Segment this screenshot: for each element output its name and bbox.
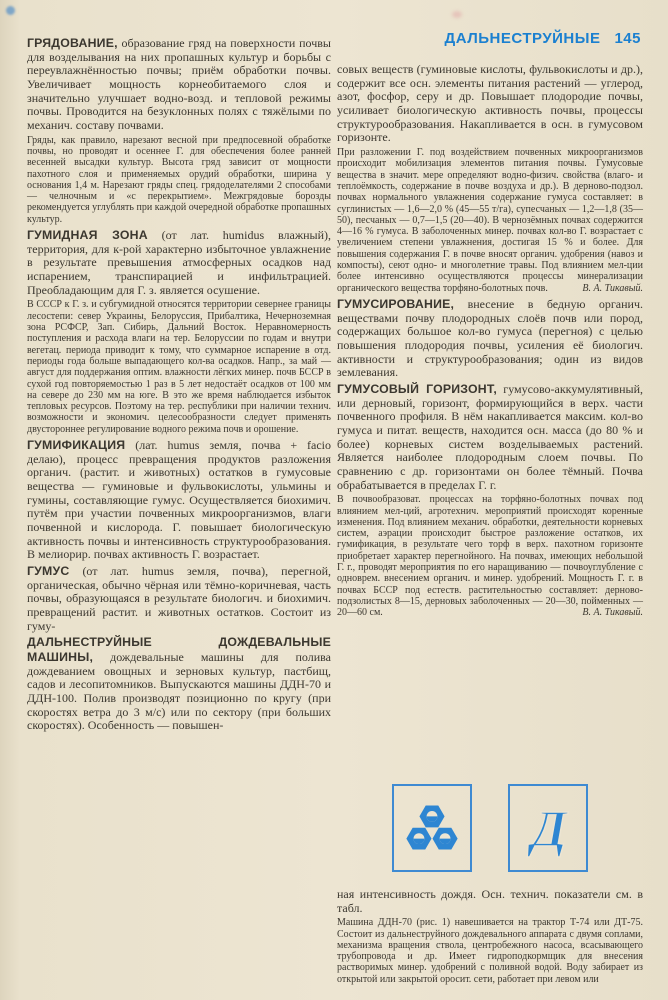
running-head-word: ДАЛЬНЕСТРУЙНЫЕ bbox=[444, 30, 601, 47]
headword-gumusovyj-gorizont: ГУМУСОВЫЙ ГОРИЗОНТ, bbox=[337, 381, 497, 396]
scan-ink-mark bbox=[6, 6, 15, 15]
author-signature: В. А. Тикавый. bbox=[582, 607, 643, 619]
headword-gumidnaya-zona: ГУМИДНАЯ ЗОНА bbox=[27, 228, 148, 243]
entry-gumusirovanie bbox=[337, 297, 643, 380]
headword-dalnestruynye-mashiny: ДАЛЬНЕСТРУЙНЫЕ ДОЖДЕВАЛЬНЫЕ МАШИНЫ, bbox=[27, 635, 331, 665]
note-text: В СССР к Г. з. и субгумидной относятся территории севернее границы лесостепи: север Украины, Белоруссия, Прибалтика, Нечерноземная зона РСФСР, Зап. Сибирь, Дальний Восток. Неравномерность поступления и расхода влаги на тер. Белоруссии по годам и внутри вегетац. периода приводит к тому, что суммарное испарение в отд. периоды года больше выпадающего кол-ва осадков. Напр., за май — август для поддержания оптим. влажности лёгких минер. почв БССР в сухой год повторяемостью 1 раз в 5 лет недостаёт осадков от 100 мм на севере до 230 мм на юге. В это же время наблюдается избыток тепловых ресурсов. Поэтому на тер. республики при наличии технич. возможности и экономич. целесообразности следует применять двустороннее регулирование водного режима почв и орошение. bbox=[27, 299, 331, 435]
headword-gryadovanie: ГРЯДОВАНИЕ, bbox=[27, 36, 118, 50]
letter-d-glyph: Д bbox=[531, 800, 567, 858]
entry-gumus-continuation bbox=[337, 63, 643, 145]
note-ddn-70 bbox=[337, 917, 643, 985]
entry-body: (от лат. humidus влажный), территория, для к-рой характерно избыточное увлажнение в результате превышения атмосферных осадков над испарением, транспирацией и инфильтрацией. Преобладающим для Г. з. является осушение. bbox=[27, 228, 332, 297]
column-left bbox=[27, 36, 331, 988]
entry-body: внесение в бедную органич. веществами почву плодородных слоёв почв или пород, содержащих большое кол-во гумуса (перегноя) с целью повышения плодородия почвы, усиления её биологич. активности и структурообразования; один из видов землевания. bbox=[337, 296, 643, 380]
note-text: При разложении Г. под воздействием почвенных микроорганизмов происходит мобилизация элементов питания почвы. Гумусовые вещества в значит. мере определяют водно-физич. свойства (влаго- и теплоёмкость, содержание в почве воздуха и др.). В дерново-подзол. почвах нормального увлажнения содержание гумуса составляет: в суглинистых — 1,6—2,0 % (45—55 т/га), супесчаных — 1,2—1,8 (35—50), песчаных — 0,7—1,5 (20—40). В чернозёмных почвах содержится 4—16 % гумуса. В заболоченных минер. почвах кол-во Г. возрастает с увеличением степени увлажнения, достигая 15 % и более. Для повышения содержания Г. в почве вносят органич. удобрения (навоз и компосты), сеют одно- и многолетние травы. Под влиянием мел-ции более интенсивно осуществляются процессы минерализации органического вещества торфяно-болотных почв. bbox=[337, 147, 643, 294]
note-gumus bbox=[337, 147, 643, 294]
author-signature: В. А. Тикавый. bbox=[582, 282, 643, 294]
page-number: 145 bbox=[614, 30, 641, 47]
note-gryadovanie bbox=[27, 135, 331, 225]
column-right bbox=[337, 30, 643, 988]
entry-gumifikaciya bbox=[27, 438, 331, 562]
entry-body: гумусово-аккумулятивный, или дерновый, горизонт, формирующийся в верх. части почвенного профиля. В нём накапливается максим. кол-во гумуса и питат. веществ, находится осн. масса (до 80 % и более) корневых систем возделываемых растений. Является наиболее плодородным слоем почвы. По сравнению с др. горизонтами он более тёмный. Почва обрабатывается в пределах Г. г. bbox=[337, 381, 643, 492]
note-text: В почвообразоват. процессах на торфяно-болотных почвах под влиянием мел-ций, агротехнич. мероприятий происходят коренные изменения. Под влиянием механич. обработки, деятельности корневых систем, аэрации происходит быстрое разложение остатков, их гумификация, в результате чего торф в верх. пахотном горизонте приобретает характер перегнойного. На почвах, имеющих небольшой Г. г., проводят мероприятия по его наращиванию — почвоуглубление с одноврем. внесением органич. и минер. удобрений. Мощность Г. г. в почвах БССР под естеств. растительностью составляет: дерново-подзолистых 8—15, дерновых заболоченных — 20—30, пойменных — 20—60 см. bbox=[337, 494, 643, 619]
hex-nuts-icon bbox=[403, 800, 461, 856]
hex-nuts-logo bbox=[392, 784, 472, 872]
letter-d-icon bbox=[518, 797, 578, 859]
entry-body: ная интенсивность дождя. Осн. технич. показатели см. в табл. bbox=[337, 886, 643, 915]
entry-gumidnaya-zona bbox=[27, 228, 331, 297]
entry-body: (от лат. humus земля, почва), перегной, органическая, обычно чёрная или тёмно-коричневая, часть почвы, образующаяся в результате биологич. и биохимич. превращений растит. и животных остатков. Состоит из гуму- bbox=[27, 564, 331, 633]
entry-gryadovanie bbox=[27, 36, 331, 133]
note-text: Машина ДДН-70 (рис. 1) навешивается на трактор Т-74 или ДТ-75. Состоит из дальнеструйного дождевального аппарата с двумя соплами, механизма вращения ствола, центробежного насоса, всасывающего трубопровода и др. Имеет гидроподкормщик для внесения растворимых минер. удобрений с поливной водой. Воду забирает из открытой или закрытой оросит. сети, работает при левом или bbox=[337, 917, 643, 985]
scan-smudge bbox=[452, 11, 462, 18]
logo-row bbox=[337, 784, 643, 872]
entry-body: совых веществ (гуминовые кислоты, фульвокислоты и др.), содержит все осн. элементы питания растений — углерод, азот, фосфор, серу и др. Повышает плодородие почвы, усиливает биологическую активность почвы, процессы структурообразования. Накапливается в осн. в гумусовом горизонте. bbox=[337, 62, 643, 145]
entry-body: образование гряд на поверхности почвы для возделывания на них пропашных культур и борьбы с переувлажнённостью почвы; приём обработки почвы. Увеличивает мощность корнеобитаемого слоя и значительно улучшает водно-возд. и тепловой режимы почвы. Проводится на безуклонных полях с тяжёлыми по механич. составу почвами. bbox=[27, 36, 331, 133]
headword-gumusirovanie: ГУМУСИРОВАНИЕ, bbox=[337, 296, 455, 311]
headword-gumifikaciya: ГУМИФИКАЦИЯ bbox=[27, 438, 126, 452]
entry-body: (лат. humus земля, почва + facio делаю), процесс превращения продуктов разложения органич. (растит. и животных) остатков в гумусовые вещества — гуминовые и фульвокислоты, ульмины и гумины, составляющие гумус. Осуществляется биохимич. путём при участии почвенных микроорганизмов, влаги почвенной и кислорода. Г. повышает биологическую активность почвы и интенсивность структурообразования. В мелиорир. почвах активность Г. возрастает. bbox=[27, 438, 332, 562]
entry-dalnestruynye-mashiny bbox=[27, 635, 331, 733]
entry-gumus bbox=[27, 564, 331, 633]
letter-d-logo bbox=[508, 784, 588, 872]
note-gumusovyj-gorizont bbox=[337, 494, 643, 618]
entry-gumusovyj-gorizont bbox=[337, 382, 643, 492]
note-text: Гряды, как правило, нарезают весной при предпосевной обработке почвы, но проводят и осеннее Г. для обеспечения более ранней весенней высадки культур. Высота гряд зависит от мощности пахотного слоя и применяемых орудий обработки, ширина у основания 1,4 м. Нарезают гряды спец. грядоделателями 2 способами — челночным и «с перекрытием». Межгрядовые борозды рекомендуется углублять при каждой очередной обработке пропашных культур. bbox=[27, 134, 331, 225]
running-head bbox=[337, 30, 641, 47]
headword-gumus: ГУМУС bbox=[27, 564, 70, 579]
entry-body: дождевальные машины для полива дождеванием овощных и зерновых культур, пастбищ, садов и лесопитомников. Выпускаются машины ДДН-70 и ДДН-100. Полив производят позиционно по кругу (при скоростях ветра до 3 м/с) или по сектору (при больших скоростях). Особенность — повышен- bbox=[27, 650, 331, 733]
note-gumidnaya-zona bbox=[27, 299, 331, 435]
entry-dalnestruynye-continuation bbox=[337, 888, 643, 915]
